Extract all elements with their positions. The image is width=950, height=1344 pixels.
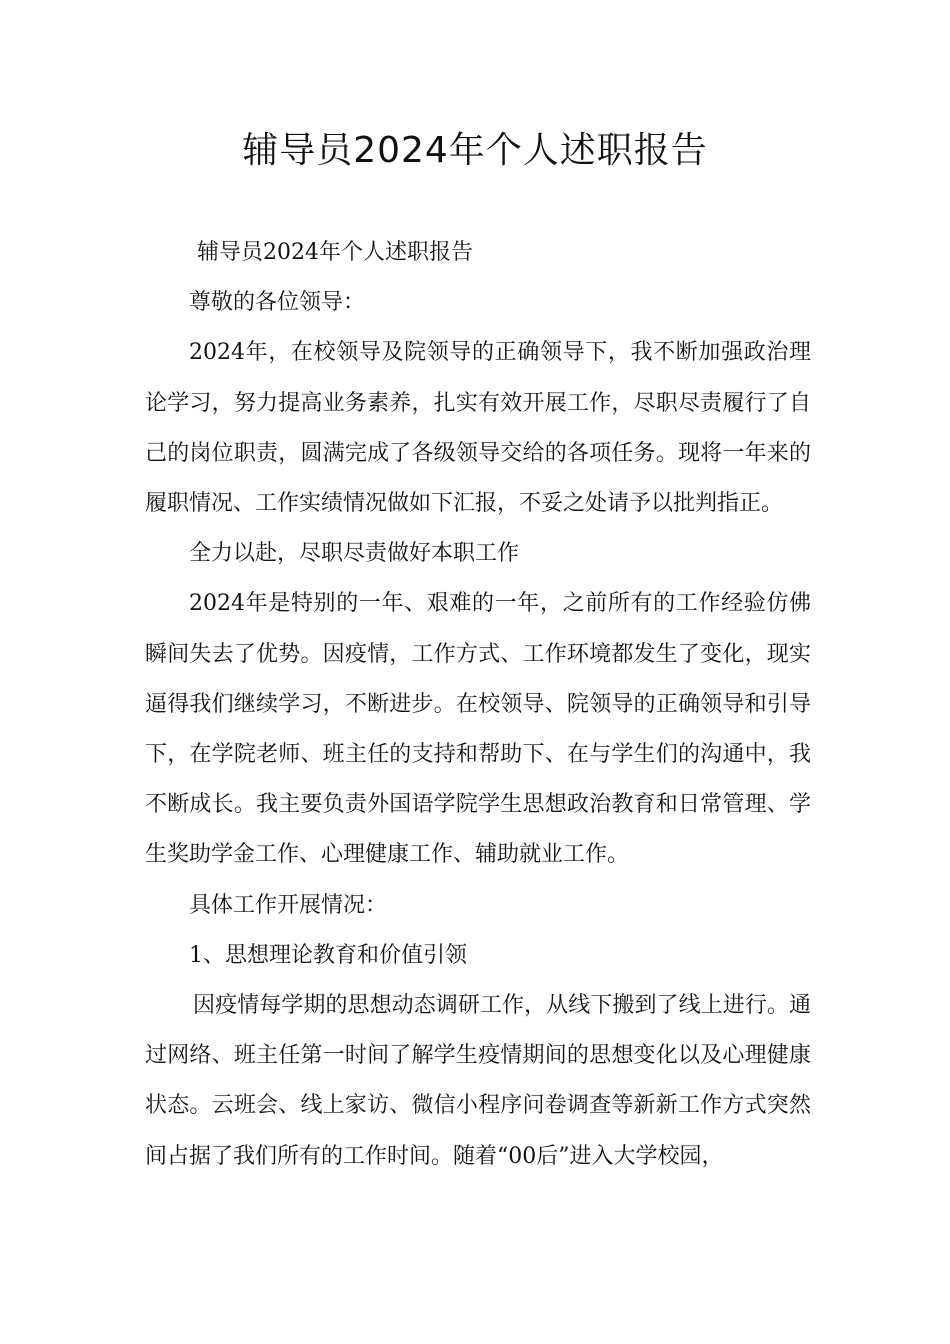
- section-heading: 1、思想理论教育和价值引领: [189, 942, 467, 968]
- body-paragraph: 因疫情每学期的思想动态调研工作，从线下搬到了线上进行。通过网络、班主任第一时间了解学生疫情期间的思想变化以及心理健康状态。云班会、线上家访、微信小程序问卷调查等新新工作方式突然间占据了我们所有的工作时间。随着“00后”进入大学校园，: [145, 993, 811, 1169]
- body-paragraph: 2024年，在校领导及院领导的正确领导下，我不断加强政治理论学习，努力提高业务素养，扎实有效开展工作，尽职尽责履行了自己的岗位职责，圆满完成了各级领导交给的各项任务。现将一年来的履职情况、工作实绩情况做如下汇报，不妥之处请予以批判指正。: [145, 340, 811, 517]
- salutation-paragraph: 尊敬的各位领导：: [189, 290, 366, 316]
- body-paragraph: 2024年是特别的一年、艰难的一年，之前所有的工作经验仿佛瞬间失去了优势。因疫情，工作方式、工作环境都发生了变化，现实逼得我们继续学习，不断进步。在校领导、院领导的正确领导和引导下，在学院老师、班主任的支持和帮助下、在与学生们的沟通中，我不断成长。我主要负责外国语学院学生思想政治教育和日常管理、学生奖助学金工作、心理健康工作、辅助就业工作。: [145, 591, 811, 868]
- subtitle-paragraph: 辅导员2024年个人述职报告: [197, 240, 473, 265]
- section-heading: 具体工作开展情况：: [189, 892, 388, 918]
- document-body: [145, 228, 811, 1182]
- document-title: 辅导员2024年个人述职报告: [242, 130, 708, 171]
- section-heading: 全力以赴，尽职尽责做好本职工作: [189, 541, 520, 567]
